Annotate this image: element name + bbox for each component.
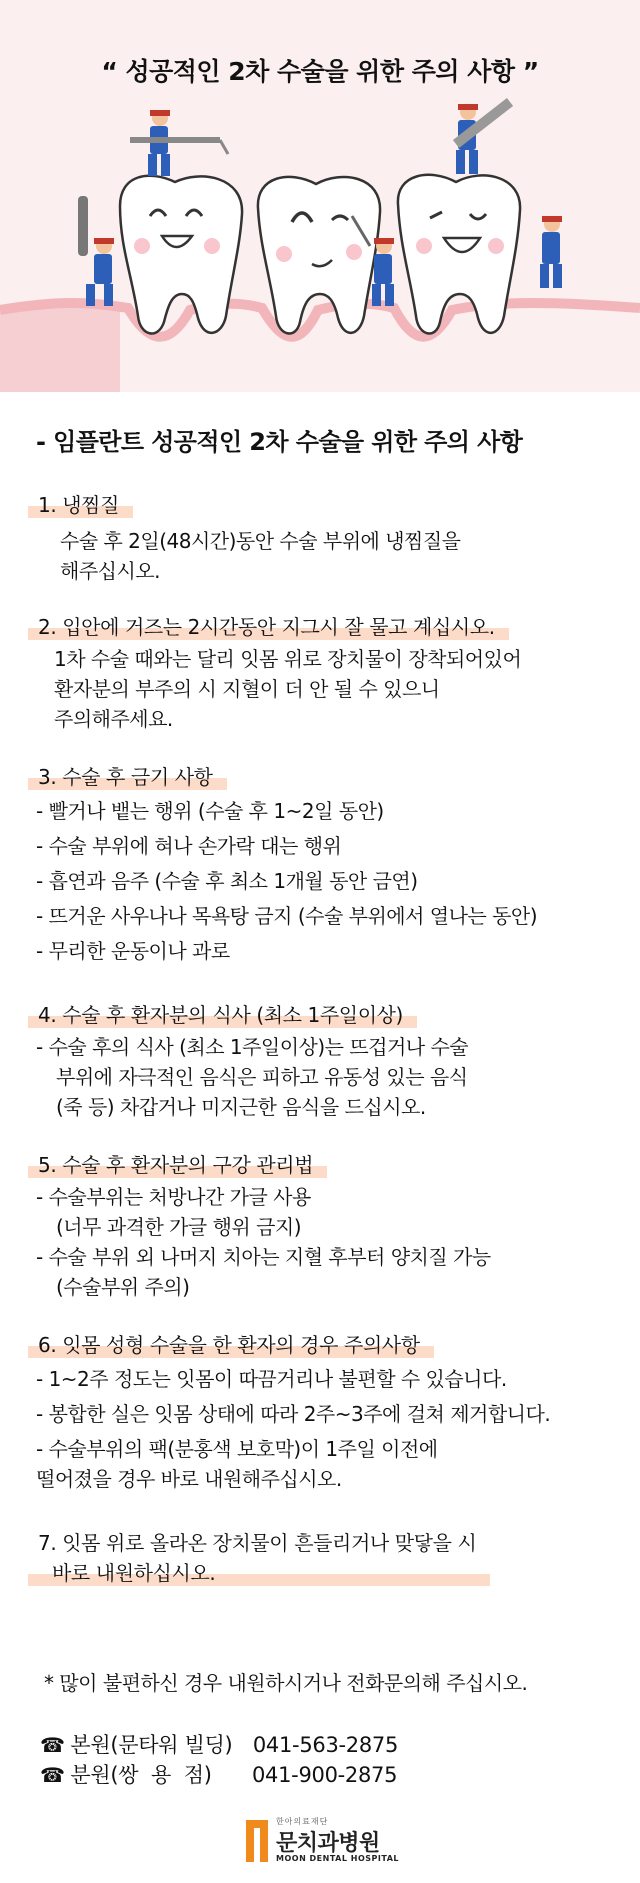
list-item: - 무리한 운동이나 과로 — [36, 939, 230, 963]
phone-icon: ☎ — [40, 1763, 65, 1787]
section-7 — [0, 1528, 640, 1588]
section-heading-line2: 바로 내원하십시오. — [52, 1561, 216, 1585]
section-heading: 3. 수술 후 금기 사항 — [28, 762, 227, 792]
contact-label: 본원(문타워 빌딩) — [70, 1733, 233, 1757]
list-item: - 1~2주 정도는 잇몸이 따끔거리나 불편할 수 있습니다. — [36, 1367, 507, 1391]
content-area — [0, 392, 640, 1883]
list-item: - 수술 부위 외 나머지 치아는 지혈 후부터 양치질 가능 — [36, 1245, 491, 1269]
hero-banner — [0, 0, 640, 392]
logo-mark-icon — [244, 1818, 270, 1864]
dentist-worker-top-right — [456, 102, 510, 174]
section-text: 주의해주세요. — [54, 707, 173, 731]
section-1 — [0, 490, 640, 586]
section-text: 해주십시오. — [60, 559, 160, 583]
hero-title: “ 성공적인 2차 수술을 위한 주의 사항 ” — [101, 57, 539, 86]
section-heading: 2. 입안에 거즈는 2시간동안 지그시 잘 물고 계십시오. — [28, 612, 509, 642]
list-item: - 수술부위의 팩(분홍색 보호막)이 1주일 이전에 — [36, 1437, 438, 1461]
list-item: - 수술부위는 처방나간 가글 사용 — [36, 1185, 311, 1209]
section-text: 수술 후 2일(48시간)동안 수술 부위에 냉찜질을 — [60, 529, 461, 553]
section-6 — [0, 1330, 640, 1494]
section-heading: 4. 수술 후 환자분의 식사 (최소 1주일이상) — [28, 1000, 417, 1030]
list-item: - 흡연과 음주 (수술 후 최소 1개월 동안 금연) — [36, 869, 418, 893]
section-2 — [0, 612, 640, 734]
contact-label: 분원(쌍 용 점) — [70, 1763, 212, 1787]
main-title: - 임플란트 성공적인 2차 수술을 위한 주의 사항 — [36, 428, 523, 456]
section-heading-line1: 7. 잇몸 위로 올라온 장치물이 흔들리거나 맞닿을 시 — [38, 1531, 477, 1555]
list-item-continued: 부위에 자극적인 음식은 피하고 유동성 있는 음식 — [56, 1065, 468, 1089]
logo-name: 문치과병원 — [276, 1831, 380, 1856]
list-item-continued: 떨어졌을 경우 바로 내원해주십시오. — [36, 1467, 342, 1491]
section-text: 환자분의 부주의 시 지혈이 더 안 될 수 있으니 — [54, 677, 440, 701]
section-3 — [0, 762, 640, 966]
notice-text: * 많이 불편하신 경우 내원하시거나 전화문의해 주십시오. — [44, 1671, 528, 1695]
list-item: - 빨거나 뱉는 행위 (수술 후 1~2일 동안) — [36, 799, 384, 823]
section-heading: 6. 잇몸 성형 수술을 한 환자의 경우 주의사항 — [28, 1330, 434, 1360]
dentist-worker-top-left — [130, 110, 228, 176]
teeth-illustration — [0, 96, 640, 392]
logo-english-name: MOON DENTAL HOSPITAL — [276, 1854, 399, 1863]
section-heading: 1. 냉찜질 — [28, 490, 133, 520]
list-item: - 수술 후의 식사 (최소 1주일이상)는 뜨겁거나 수술 — [36, 1035, 469, 1059]
logo-foundation: 한아의료재단 — [276, 1817, 329, 1826]
contact-number[interactable]: 041-900-2875 — [252, 1763, 398, 1787]
tooth-left — [120, 176, 242, 334]
contact-branch — [40, 1759, 397, 1789]
list-item: - 수술 부위에 혀나 손가락 대는 행위 — [36, 834, 342, 858]
phone-icon: ☎ — [40, 1733, 65, 1757]
hospital-logo — [244, 1814, 404, 1868]
gum-shape — [0, 305, 120, 392]
list-item: - 봉합한 실은 잇몸 상태에 따라 2주~3주에 걸쳐 제거합니다. — [36, 1402, 551, 1426]
section-heading: 5. 수술 후 환자분의 구강 관리법 — [28, 1150, 327, 1180]
list-item-continued: (수술부위 주의) — [56, 1275, 190, 1299]
contact-number[interactable]: 041-563-2875 — [252, 1733, 399, 1757]
dentist-worker-left — [78, 196, 114, 306]
section-text: 1차 수술 때와는 달리 잇몸 위로 장치물이 장착되어있어 — [54, 647, 522, 671]
section-heading — [28, 1528, 490, 1588]
list-item-continued: (죽 등) 차갑거나 미지근한 음식을 드십시오. — [56, 1095, 426, 1119]
section-5 — [0, 1150, 640, 1302]
dentist-worker-right — [540, 216, 562, 288]
list-item-continued: (너무 과격한 가글 행위 금지) — [56, 1215, 302, 1239]
contact-main — [40, 1729, 398, 1759]
list-item: - 뜨거운 사우나나 목욕탕 금지 (수술 부위에서 열나는 동안) — [36, 904, 538, 928]
section-4 — [0, 1000, 640, 1122]
